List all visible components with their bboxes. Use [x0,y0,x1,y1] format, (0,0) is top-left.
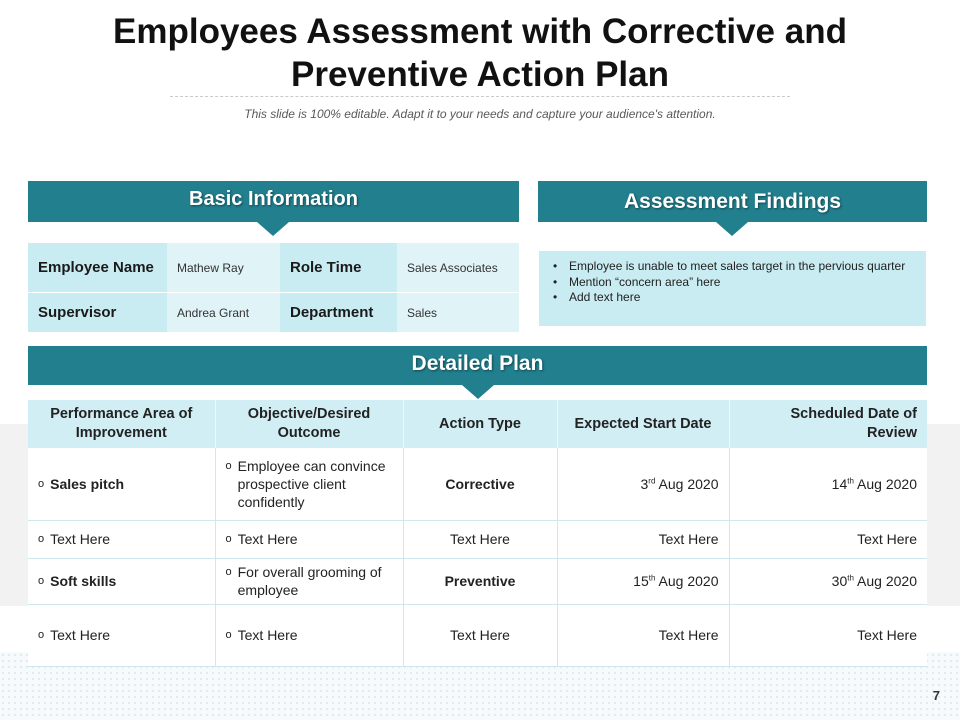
employee-name-value: Mathew Ray [167,243,280,292]
title-divider [170,96,790,97]
table-row [28,520,927,558]
table-header-row [28,400,927,448]
detailed-plan-notch [462,385,494,399]
cell-review-date [729,558,927,604]
cell-review-date: Text Here [729,604,927,666]
cell-area [28,448,215,520]
column-header-action-type: Action Type [403,400,557,448]
cell-objective [215,558,403,604]
bullet-marker: o [225,459,232,472]
cell-start-date: Text Here [557,604,729,666]
column-header-start-date: Expected Start Date [557,400,729,448]
review-day-suffix: th [847,476,854,486]
slide-subtitle: This slide is 100% editable. Adapt it to your needs and capture your audience's attention. [244,107,716,121]
cell-action-type: Text Here [403,520,557,558]
slide-title-line-1: Employees Assessment with Corrective and [113,12,847,51]
basic-info-grid [28,243,519,332]
objective-text: For overall grooming of employee [237,564,382,598]
assessment-findings-box [539,251,926,326]
basic-info-heading: Basic Information [189,188,358,210]
role-time-label: Role Time [280,243,397,292]
role-time-value: Sales Associates [397,243,519,292]
findings-list [553,259,914,306]
findings-item: • Mention “concern area” here [553,275,914,291]
department-value: Sales [397,292,519,332]
objective-text: Employee can convince prospective client confidently [237,457,386,510]
cell-area [28,604,215,666]
table-row [28,558,927,604]
cell-objective [215,604,403,666]
cell-start-date [557,448,729,520]
cell-objective [215,448,403,520]
findings-item: • Add text here [553,290,914,306]
start-day-suffix: rd [648,476,656,486]
cell-start-date: Text Here [557,520,729,558]
assessment-findings-heading: Assessment Findings [623,190,842,213]
cell-review-date: Text Here [729,520,927,558]
start-day-suffix: th [648,573,656,583]
column-header-review-date: Scheduled Date of Review [729,400,927,448]
bullet-marker: o [225,533,232,545]
objective-text: Text Here [237,627,298,643]
bullet-marker: o [225,629,232,641]
page-number: 7 [932,688,940,703]
cell-action-type: Corrective [403,448,557,520]
assessment-findings-header [538,181,927,222]
slide-title [60,10,900,96]
assessment-findings-notch [716,222,748,236]
cell-action-type: Text Here [403,604,557,666]
cell-area [28,520,215,558]
findings-item: • Employee is unable to meet sales target in the pervious quarter [553,259,914,275]
area-text: Text Here [50,531,111,547]
area-text: Sales pitch [50,475,125,492]
review-month-year: Aug 2020 [857,573,917,589]
cell-area [28,558,215,604]
supervisor-value: Andrea Grant [167,292,280,332]
start-day: 3 [640,475,649,492]
slide-title-line-2: Preventive Action Plan [291,55,669,94]
employee-name-label: Employee Name [28,243,167,292]
area-text: Soft skills [50,573,117,589]
cell-action-type: Preventive [403,558,557,604]
table-row [28,448,927,520]
cell-objective [215,520,403,558]
cell-review-date [729,448,927,520]
supervisor-label: Supervisor [28,292,167,332]
review-day: 30 [831,573,848,589]
department-label: Department [280,292,397,332]
column-header-performance-area: Performance Area of Improvement [28,400,215,448]
basic-info-header [28,181,519,222]
start-day: 15 [633,573,649,589]
detailed-plan-header [28,346,927,385]
table-row [28,604,927,666]
basic-info-notch [257,222,289,236]
start-month-year: Aug 2020 [658,475,719,492]
bullet-marker: o [38,575,45,587]
detailed-plan-table [28,400,927,667]
detailed-plan-heading: Detailed Plan [411,352,544,375]
review-day: 14 [831,475,848,492]
cell-start-date [557,558,729,604]
start-month-year: Aug 2020 [658,573,719,589]
area-text: Text Here [50,627,111,643]
bullet-marker: o [38,477,45,490]
review-month-year: Aug 2020 [857,475,917,492]
column-header-objective: Objective/Desired Outcome [215,400,403,448]
bullet-marker: o [225,566,232,578]
objective-text: Text Here [237,531,298,547]
bullet-marker: o [38,533,45,545]
review-day-suffix: th [847,573,854,583]
bullet-marker: o [38,629,45,641]
